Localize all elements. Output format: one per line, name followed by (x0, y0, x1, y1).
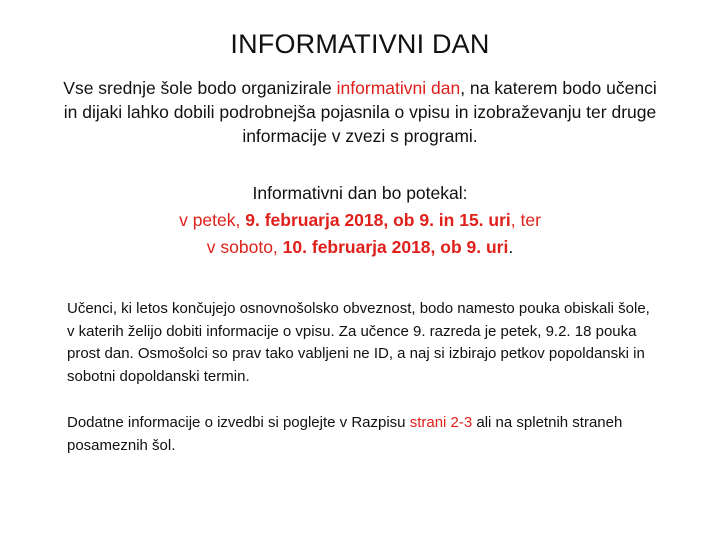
intro-text-before: Vse srednje šole bodo organizirale (63, 78, 337, 98)
saturday-suffix: . (508, 237, 514, 257)
intro-highlight: informativni dan (336, 78, 461, 98)
friday-prefix: v petek, (179, 210, 246, 230)
saturday-prefix: v soboto, (206, 237, 283, 257)
saturday-date: 10. februarja 2018, ob 9. uri (282, 237, 509, 257)
friday-date: 9. februarja 2018, ob 9. in 15. uri (245, 210, 511, 230)
friday-suffix: , ter (510, 210, 541, 230)
additional-info-paragraph (67, 412, 657, 457)
intro-paragraph (60, 76, 660, 148)
schedule-friday (60, 207, 660, 234)
schedule-saturday (60, 234, 660, 261)
additional-info-after: ali na spletnih straneh posameznih šol. (67, 414, 623, 454)
intro-text-after: , na katerem bodo učenci in dijaki lahko dobili podrobnejša pojasnila o vpisu in izobraževanju ter druge informacije v zvezi s programi. (63, 78, 657, 146)
page-title: INFORMATIVNI DAN (230, 29, 490, 59)
schedule-heading: Informativni dan bo potekal: (252, 183, 468, 203)
schedule-block (60, 180, 660, 261)
razpis-pages-link[interactable]: strani 2-3 (409, 414, 473, 431)
students-paragraph: Učenci, ki letos končujejo osnovnošolsko obveznost, bodo namesto pouka obiskali šole, v katerih želijo dobiti informacije o vpisu. Za učence 9. razreda je petek, 9.2. 18 pouka prost dan. Osmošolci so prav tako vabljeni ne ID, a naj si izbirajo petkov popoldanski in sobotni dopoldanski termin. (67, 300, 650, 385)
additional-info-before: Dodatne informacije o izvedbi si poglejte v Razpisu (67, 414, 410, 431)
